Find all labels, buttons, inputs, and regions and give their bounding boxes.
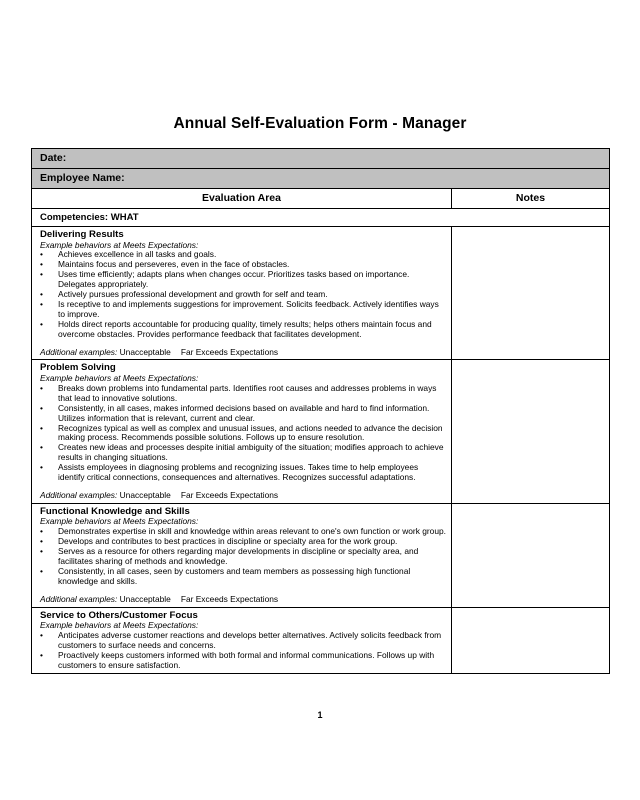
employee-name-field[interactable]: Employee Name: — [32, 169, 610, 189]
evaluation-area-header: Evaluation Area — [32, 189, 452, 209]
section-delivering-results — [32, 227, 452, 360]
section-subtitle: Example behaviors at Meets Expectations: — [40, 372, 199, 383]
notes-header: Notes — [452, 189, 610, 209]
unacceptable-label: Unacceptable — [119, 489, 171, 500]
column-header-row — [32, 189, 610, 209]
additional-examples-label: Additional examples: — [40, 593, 118, 604]
section-title: Functional Knowledge and Skills — [40, 505, 190, 517]
notes-cell[interactable] — [452, 360, 610, 503]
section-subtitle: Example behaviors at Meets Expectations: — [40, 239, 199, 250]
behavior-item: • Breaks down problems into fundamental parts. Identifies root causes and addresses problems in ways that lead to innovative solutions. — [40, 384, 447, 404]
behavior-item: • Is receptive to and implements suggestions for improvement. Solicits feedback. Actively identifies ways to improve. — [40, 300, 447, 320]
behavior-list — [40, 527, 447, 586]
far-exceeds-label: Far Exceeds Expectations — [180, 593, 279, 604]
behavior-item: • Creates new ideas and processes despite initial ambiguity of the situation; modifies approach to achieve results in changing situations. — [40, 443, 447, 463]
behavior-item: • Actively pursues professional development and growth for self and team. — [40, 290, 447, 300]
notes-cell[interactable] — [452, 227, 610, 360]
notes-cell[interactable] — [452, 503, 610, 607]
behavior-item: • Holds direct reports accountable for producing quality, timely results; helps others maintain focus and overcome obstacles. Provides performance feedback that facilitates development. — [40, 320, 447, 340]
behavior-item: • Achieves excellence in all tasks and goals. — [40, 250, 447, 260]
far-exceeds-label: Far Exceeds Expectations — [180, 346, 279, 357]
section-subtitle: Example behaviors at Meets Expectations: — [40, 620, 199, 631]
behavior-item: • Consistently, in all cases, seen by customers and team members as possessing high functional knowledge and skills. — [40, 567, 447, 587]
behavior-item: • Anticipates adverse customer reactions and develops better alternatives. Actively solicits feedback from customers to surface needs and concerns. — [40, 631, 447, 651]
far-exceeds-label: Far Exceeds Expectations — [180, 489, 279, 500]
evaluation-table — [31, 148, 610, 674]
employee-row — [32, 169, 610, 189]
section-title: Service to Others/Customer Focus — [40, 609, 198, 621]
page-number: 1 — [317, 710, 323, 720]
behavior-list — [40, 250, 447, 339]
behavior-item: • Develops and contributes to best practices in discipline or specialty area for the work group. — [40, 537, 447, 547]
behavior-item: • Maintains focus and perseveres, even in the face of obstacles. — [40, 260, 447, 270]
section-problem-solving — [32, 360, 452, 503]
unacceptable-label: Unacceptable — [119, 346, 171, 357]
competencies-row — [32, 209, 610, 227]
behavior-item: • Proactively keeps customers informed with both formal and informal communications. Follows up with customers to ensure satisfaction. — [40, 651, 447, 671]
section-title: Delivering Results — [40, 229, 124, 240]
section-row — [32, 360, 610, 503]
additional-examples-label: Additional examples: — [40, 489, 118, 500]
form-title: Annual Self-Evaluation Form - Manager — [173, 115, 467, 132]
section-row — [32, 227, 610, 360]
notes-cell[interactable] — [452, 607, 610, 673]
unacceptable-label: Unacceptable — [119, 593, 171, 604]
behavior-list — [40, 631, 447, 671]
section-row — [32, 503, 610, 607]
section-service-to-others — [32, 607, 452, 673]
additional-examples — [40, 348, 447, 358]
competencies-label: Competencies: WHAT — [32, 209, 610, 227]
behavior-item: • Demonstrates expertise in skill and knowledge within areas relevant to one's own function or work group. — [40, 527, 447, 537]
behavior-item: • Uses time efficiently; adapts plans when changes occur. Prioritizes tasks based on importance. Delegates appropriately. — [40, 270, 447, 290]
additional-examples-label: Additional examples: — [40, 346, 118, 357]
section-functional-knowledge — [32, 503, 452, 607]
section-row — [32, 607, 610, 673]
behavior-item: • Assists employees in diagnosing problems and recognizing issues. Takes time to help employees identify critical connections, consequences and alternatives. Recognizes successful adaptations. — [40, 463, 447, 483]
additional-examples — [40, 595, 447, 605]
behavior-item: • Recognizes typical as well as complex and unusual issues, and actions needed to advance the decision making process. Recommends possible solutions. Follows up to ensure resolution. — [40, 424, 447, 444]
date-field[interactable]: Date: — [32, 149, 610, 169]
additional-examples — [40, 491, 447, 501]
section-title: Problem Solving — [40, 362, 116, 374]
date-row — [32, 149, 610, 169]
behavior-item: • Consistently, in all cases, makes informed decisions based on available and hard to find information. Utilizes information that is relevant, current and clear. — [40, 404, 447, 424]
section-subtitle: Example behaviors at Meets Expectations: — [40, 516, 199, 527]
behavior-list — [40, 384, 447, 483]
behavior-item: • Serves as a resource for others regarding major developments in discipline or specialty area, and facilitates sharing of methods and knowledge. — [40, 547, 447, 567]
